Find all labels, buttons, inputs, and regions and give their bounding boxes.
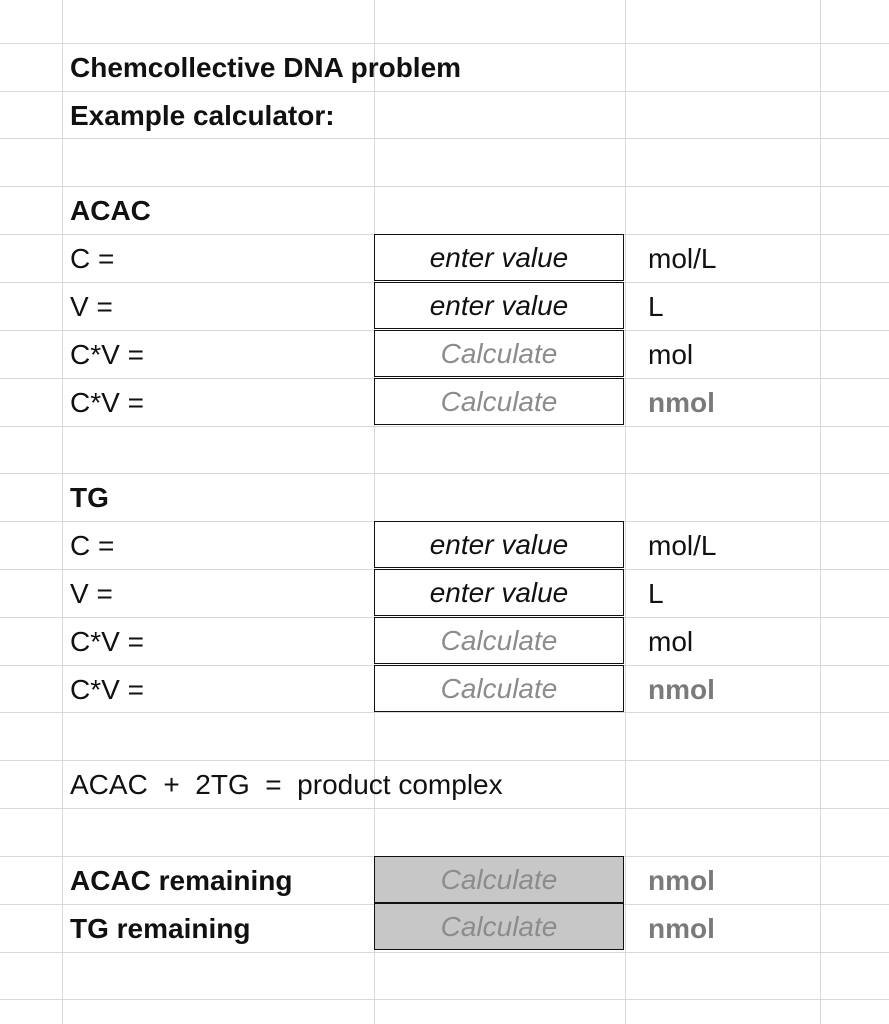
acac-heading[interactable]: ACAC bbox=[70, 195, 151, 226]
acac-cv-mol-label[interactable]: C*V = bbox=[70, 339, 144, 370]
tg-cv-nmol-label[interactable]: C*V = bbox=[70, 674, 144, 705]
tg-heading[interactable]: TG bbox=[70, 482, 109, 513]
tg-remaining-cell[interactable] bbox=[374, 903, 624, 950]
grid-column-line bbox=[625, 0, 626, 1024]
tg-nanomoles-cell[interactable] bbox=[374, 665, 624, 712]
acac-remaining-unit[interactable]: nmol bbox=[648, 865, 715, 896]
grid-row-line bbox=[0, 426, 889, 427]
cell-value: Calculate bbox=[440, 672, 558, 704]
tg-cv-mol-unit[interactable]: mol bbox=[648, 626, 694, 657]
cell-value: Calculate bbox=[440, 910, 558, 942]
acac-moles-cell[interactable] bbox=[374, 330, 624, 377]
page-title[interactable]: Chemcollective DNA problem bbox=[70, 52, 462, 83]
tg-c-unit[interactable]: mol/L bbox=[648, 530, 717, 561]
acac-v-label[interactable]: V = bbox=[70, 291, 113, 322]
reaction-equation[interactable]: ACAC + 2TG = product complex bbox=[70, 769, 503, 800]
cell-value: Calculate bbox=[440, 863, 558, 895]
cell-value: enter value bbox=[429, 289, 569, 321]
acac-volume-input[interactable] bbox=[374, 282, 624, 329]
cell-value: Calculate bbox=[440, 624, 558, 656]
page-subtitle[interactable]: Example calculator: bbox=[70, 100, 335, 131]
acac-cv-nmol-label[interactable]: C*V = bbox=[70, 387, 144, 418]
cell-value: Calculate bbox=[440, 385, 558, 417]
acac-v-unit[interactable]: L bbox=[648, 291, 664, 322]
acac-remaining-cell[interactable] bbox=[374, 856, 624, 903]
acac-remaining-label[interactable]: ACAC remaining bbox=[70, 865, 293, 896]
cell-value: enter value bbox=[429, 528, 569, 560]
acac-nanomoles-cell[interactable] bbox=[374, 378, 624, 425]
grid-column-line bbox=[62, 0, 63, 1024]
tg-cv-mol-label[interactable]: C*V = bbox=[70, 626, 144, 657]
tg-remaining-label[interactable]: TG remaining bbox=[70, 913, 251, 944]
tg-v-label[interactable]: V = bbox=[70, 578, 113, 609]
grid-column-line bbox=[820, 0, 821, 1024]
tg-v-unit[interactable]: L bbox=[648, 578, 664, 609]
acac-cv-mol-unit[interactable]: mol bbox=[648, 339, 694, 370]
grid-row-line bbox=[0, 473, 889, 474]
tg-volume-input[interactable] bbox=[374, 569, 624, 616]
grid-row-line bbox=[0, 808, 889, 809]
tg-c-label[interactable]: C = bbox=[70, 530, 115, 561]
grid-row-line bbox=[0, 952, 889, 953]
acac-c-unit[interactable]: mol/L bbox=[648, 243, 717, 274]
tg-moles-cell[interactable] bbox=[374, 617, 624, 664]
cell-value: enter value bbox=[429, 241, 569, 273]
tg-cv-nmol-unit[interactable]: nmol bbox=[648, 674, 715, 705]
acac-c-label[interactable]: C = bbox=[70, 243, 115, 274]
tg-concentration-input[interactable] bbox=[374, 521, 624, 568]
grid-row-line bbox=[0, 999, 889, 1000]
cell-value: enter value bbox=[429, 576, 569, 608]
acac-concentration-input[interactable] bbox=[374, 234, 624, 281]
acac-cv-nmol-unit[interactable]: nmol bbox=[648, 387, 715, 418]
cell-value: Calculate bbox=[440, 337, 558, 369]
tg-remaining-unit[interactable]: nmol bbox=[648, 913, 715, 944]
